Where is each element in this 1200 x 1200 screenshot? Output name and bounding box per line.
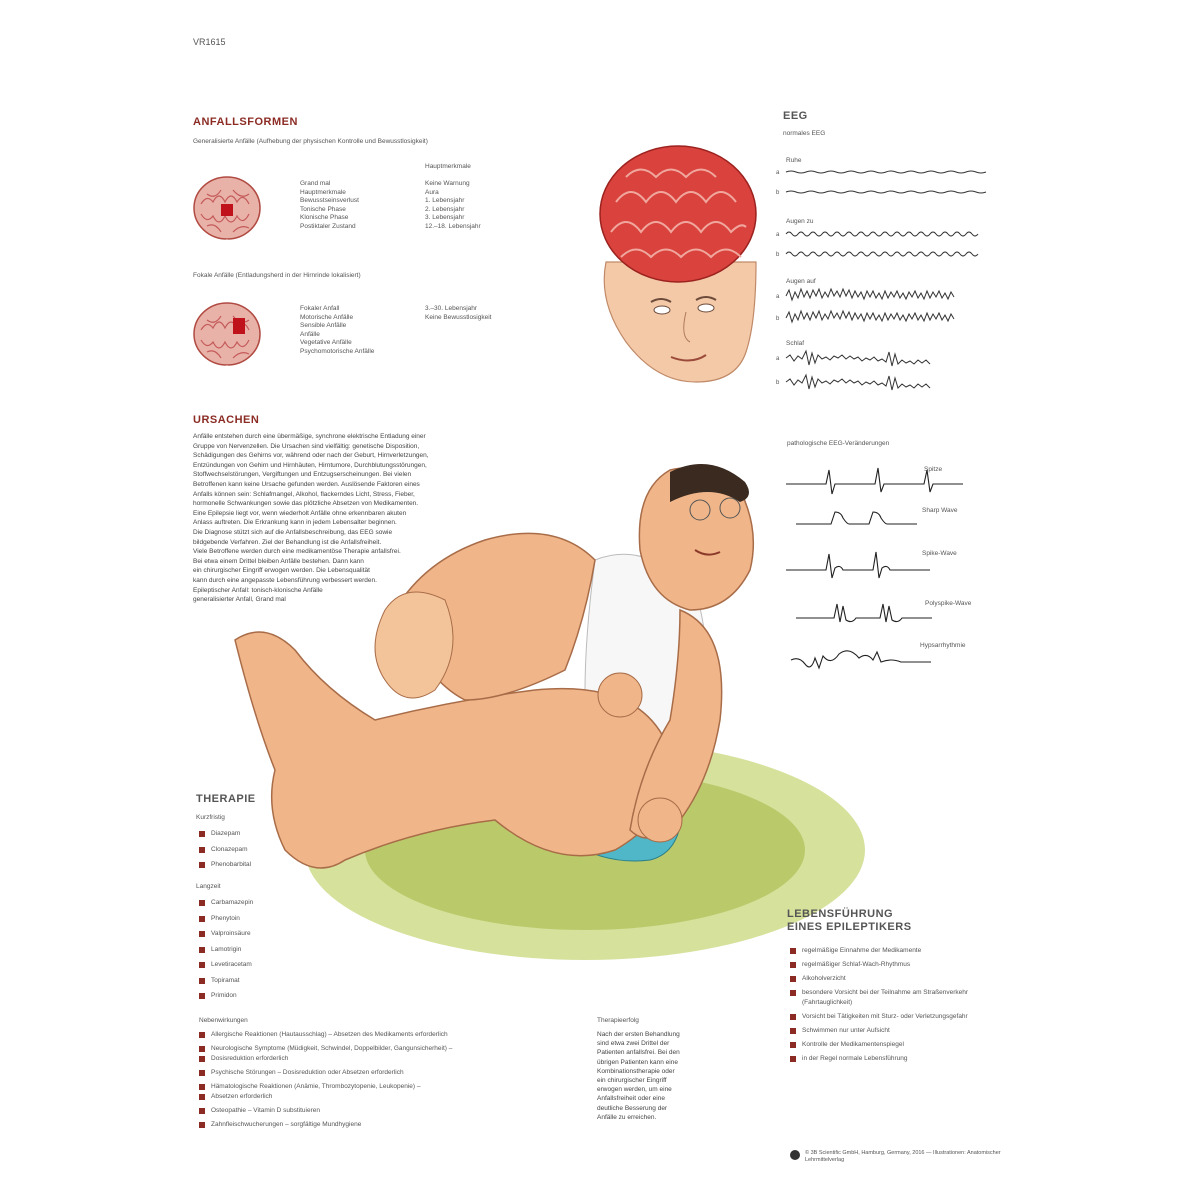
causes-line: Anfälle entstehen durch eine übermäßige, synchrone elektrische Entladung einer xyxy=(193,433,426,440)
list-item: regelmäßige Einnahme der Medikamente xyxy=(790,946,990,956)
causes-line: ein chirurgischer Eingriff erwogen werden. Die Lebensqualität xyxy=(193,567,370,575)
partial-title: Fokale Anfälle (Entladungsherd in der Hirnrinde lokalisiert) xyxy=(193,272,361,279)
list-item: Phenobarbital xyxy=(199,857,251,873)
therapy-title: THERAPIE xyxy=(196,793,256,805)
eeg-trace xyxy=(786,252,978,256)
par-left-4: Vegetative Anfälle xyxy=(300,339,352,346)
success-line: erwogen werden, um eine xyxy=(597,1086,672,1094)
generalized-brain-section xyxy=(193,174,261,248)
publisher-logo-icon xyxy=(790,1150,800,1160)
success-title: Therapieerfolg xyxy=(597,1017,639,1024)
partial-age xyxy=(425,305,491,322)
eeg-lead-marker: b xyxy=(776,380,780,386)
causes-line: Bei etwa einem Drittel bleiben Anfälle bestehen. Dann kann xyxy=(193,557,364,565)
par-left-2: Sensible Anfälle xyxy=(300,322,347,329)
gen-right-0: Keine Warnung xyxy=(425,180,470,187)
list-item: Diazepam xyxy=(199,826,251,842)
list-item: besondere Vorsicht bei der Teilnahme am Straßenverkehr (Fahrtauglichkeit) xyxy=(790,988,990,1008)
chart-code: VR1615 xyxy=(193,37,226,47)
list-item: Psychische Störungen – Dosisreduktion oder Absetzen erforderlich xyxy=(199,1068,579,1078)
eeg-trace xyxy=(786,311,954,322)
causes-line: Schädigungen des Gehirns vor, während oder nach der Geburt, Hirnverletzungen, xyxy=(193,452,429,460)
causes-line: bildgebende Verfahren. Ziel der Behandlung ist die Anfallsfreiheit. xyxy=(193,538,382,546)
gen-left-5: Postiktaler Zustand xyxy=(300,222,356,230)
causes-line: Entzündungen von Gehirn und Hirnhäuten, Hirntumore, Durchblutungsstörungen, xyxy=(193,461,427,469)
partial-brain-section xyxy=(193,300,261,374)
list-item-cont: Absetzen erforderlich xyxy=(199,1092,579,1102)
causes-line: Anfalls können sein: Schlafmangel, Alkohol, flackerndes Licht, Stress, Fieber, xyxy=(193,490,415,498)
eeg-trace xyxy=(786,289,954,300)
head-brain-illustration xyxy=(596,142,766,387)
pattern-label-4: Hypsarrhythmie xyxy=(920,642,966,649)
partial-symptoms xyxy=(300,305,374,356)
success-line: Patienten anfallsfrei. Bei den xyxy=(597,1049,680,1057)
causes-line: Betroffenen kann keine Ursache gefunden werden. Auslösende Faktoren eines xyxy=(193,480,420,488)
side-effects-list xyxy=(199,1030,579,1130)
eeg-subtitle: normales EEG xyxy=(783,130,826,137)
list-item: regelmäßiger Schlaf-Wach-Rhythmus xyxy=(790,960,990,970)
list-item: Lamotrigin xyxy=(199,942,253,958)
seizure-patient-illustration xyxy=(225,450,865,970)
gen-left-3: Tonische Phase xyxy=(300,205,346,213)
eeg-trace xyxy=(786,351,930,366)
list-item: Topiramat xyxy=(199,973,253,989)
eeg-traces xyxy=(776,160,988,392)
success-line: übrigen Patienten kann eine xyxy=(597,1058,678,1066)
causes-line: Viele Betroffene werden durch eine medikamentöse Therapie anfallsfrei. xyxy=(193,548,401,556)
success-line: Nach der ersten Behandlung xyxy=(597,1031,680,1038)
lifestyle-title xyxy=(787,908,912,934)
par-left-3: Anfälle xyxy=(300,330,320,338)
eeg-lead-marker: a xyxy=(776,170,780,176)
lifestyle-list xyxy=(790,946,990,1068)
par-left-5: Psychomotorische Anfälle xyxy=(300,347,375,355)
lifestyle-title-line2: EINES EPILEPTIKERS xyxy=(787,921,912,933)
gen-right-3: 2. Lebensjahr xyxy=(425,205,465,213)
par-left-0: Fokaler Anfall xyxy=(300,305,340,312)
list-item: Levetiracetam xyxy=(199,957,253,973)
causes-line: kann durch eine angepasste Lebensführung verbessert werden. xyxy=(193,576,377,584)
list-item: Valproinsäure xyxy=(199,926,253,942)
success-line: deutliche Besserung der xyxy=(597,1104,668,1112)
eeg-trace xyxy=(786,232,978,236)
causes-line: Epileptischer Anfall: tonisch-klonische Anfälle xyxy=(193,586,323,594)
eeg-title: EEG xyxy=(783,110,808,122)
list-item: Hämatologische Reaktionen (Anämie, Thrombozytopenie, Leukopenie) – xyxy=(199,1082,579,1092)
causes-line: Die Diagnose stützt sich auf die Anfallsbeschreibung, das EEG sowie xyxy=(193,528,393,536)
eeg-trace xyxy=(786,171,986,173)
list-item: Alkoholverzicht xyxy=(790,974,990,984)
side-effects-title: Nebenwirkungen xyxy=(199,1017,248,1024)
eeg-lead-marker: a xyxy=(776,232,780,238)
pathologic-eeg-title: pathologische EEG-Veränderungen xyxy=(787,440,890,447)
eeg-label-2: Augen auf xyxy=(786,278,816,285)
therapy-group1-list xyxy=(199,826,251,873)
eeg-lead-marker: b xyxy=(776,316,780,322)
success-line: Anfälle zu erreichen. xyxy=(597,1113,657,1121)
par-left-1: Motorische Anfälle xyxy=(300,313,354,321)
gen-right-1: Aura xyxy=(425,188,439,196)
lifestyle-title-line1: LEBENSFÜHRUNG xyxy=(787,908,894,920)
success-line: ein chirurgischer Eingriff xyxy=(597,1077,667,1085)
success-paragraph xyxy=(597,1030,747,1122)
list-item: in der Regel normale Lebensführung xyxy=(790,1054,990,1064)
list-item: Vorsicht bei Tätigkeiten mit Sturz- oder Verletzungsgefahr xyxy=(790,1012,990,1022)
causes-line: generalisierter Anfall, Grand mal xyxy=(193,596,286,604)
eeg-label-1: Augen zu xyxy=(786,218,814,225)
seizure-types-title: ANFALLSFORMEN xyxy=(193,116,298,128)
eeg-trace xyxy=(786,375,930,390)
list-item: Neurologische Symptome (Müdigkeit, Schwindel, Doppelbilder, Gangunsicherheit) – xyxy=(199,1044,579,1054)
gen-left-1: Hauptmerkmale xyxy=(300,188,346,196)
gen-left-2: Bewusstseinsverlust xyxy=(300,197,359,204)
success-line: Anfallsfreiheit oder eine xyxy=(597,1095,665,1103)
eeg-label-0: Ruhe xyxy=(786,157,802,164)
par-right-0: 3.–30. Lebensjahr xyxy=(425,305,478,312)
seizure-types-subtitle: Generalisierte Anfälle (Aufhebung der physischen Kontrolle und Bewusstlosigkeit) xyxy=(193,138,428,145)
pattern-label-3: Polyspike-Wave xyxy=(925,600,972,607)
gen-right-5: 12.–18. Lebensjahr xyxy=(425,222,481,230)
eeg-trace xyxy=(786,191,986,193)
gen-right-4: 3. Lebensjahr xyxy=(425,214,465,221)
list-item: Osteopathie – Vitamin D substituieren xyxy=(199,1106,579,1116)
causes-line: Stoffwechselstörungen, Vergiftungen und Entzugserscheinungen. Bei vielen xyxy=(193,471,412,479)
gen-left-0: Grand mal xyxy=(300,180,331,187)
list-item: Carbamazepin xyxy=(199,895,253,911)
eeg-lead-marker: b xyxy=(776,190,780,196)
gen-right-2: 1. Lebensjahr xyxy=(425,197,465,204)
causes-line: Eine Epilepsie liegt vor, wenn wiederholt Anfälle ohne erkennbaren akuten xyxy=(193,509,407,517)
list-item: Kontrolle der Medikamentenspiegel xyxy=(790,1040,990,1050)
eeg-lead-marker: b xyxy=(776,252,780,258)
list-item: Clonazepam xyxy=(199,842,251,858)
list-item: Primidon xyxy=(199,988,253,1004)
eeg-label-3: Schlaf xyxy=(786,340,805,347)
therapy-group1-title: Kurzfristig xyxy=(196,814,225,821)
generalized-age xyxy=(425,180,481,231)
gen-right-title: Hauptmerkmale xyxy=(425,163,471,170)
generalized-symptoms xyxy=(300,180,359,231)
copyright: © 3B Scientific GmbH, Hamburg, Germany, 2016 — Illustrationen: Anatomischer Lehrmittelverlag xyxy=(805,1150,1001,1163)
pattern-label-1: Sharp Wave xyxy=(922,507,958,514)
par-right-1: Keine Bewusstlosigkeit xyxy=(425,313,492,321)
list-item: Phenytoin xyxy=(199,911,253,927)
success-line: Kombinationstherapie oder xyxy=(597,1067,675,1075)
list-item: Zahnfleischwucherungen – sorgfältige Mundhygiene xyxy=(199,1120,579,1130)
pattern-label-0: Spitze xyxy=(924,466,943,473)
pattern-label-2: Spike-Wave xyxy=(922,550,957,557)
gen-left-4: Klonische Phase xyxy=(300,214,349,221)
therapy-group2-list xyxy=(199,895,253,1004)
list-item: Schwimmen nur unter Aufsicht xyxy=(790,1026,990,1036)
success-line: sind etwa zwei Drittel der xyxy=(597,1040,670,1048)
therapy-group2-title: Langzeit xyxy=(196,883,221,890)
causes-line: Anlass auftreten. Die Erkrankung kann in jedem Lebensalter beginnen. xyxy=(193,519,397,527)
causes-title: URSACHEN xyxy=(193,414,260,426)
causes-line: Gruppe von Nervenzellen. Die Ursachen sind vielfältig: genetische Disposition, xyxy=(193,442,420,450)
causes-line: hormonelle Schwankungen sowie das plötzliche Absetzen von Medikamenten. xyxy=(193,500,419,508)
eeg-lead-marker: a xyxy=(776,356,780,362)
list-item: Allergische Reaktionen (Hautausschlag) – Absetzen des Medikaments erforderlich xyxy=(199,1030,579,1040)
eeg-lead-marker: a xyxy=(776,294,780,300)
list-item-cont: Dosisreduktion erforderlich xyxy=(199,1054,579,1064)
